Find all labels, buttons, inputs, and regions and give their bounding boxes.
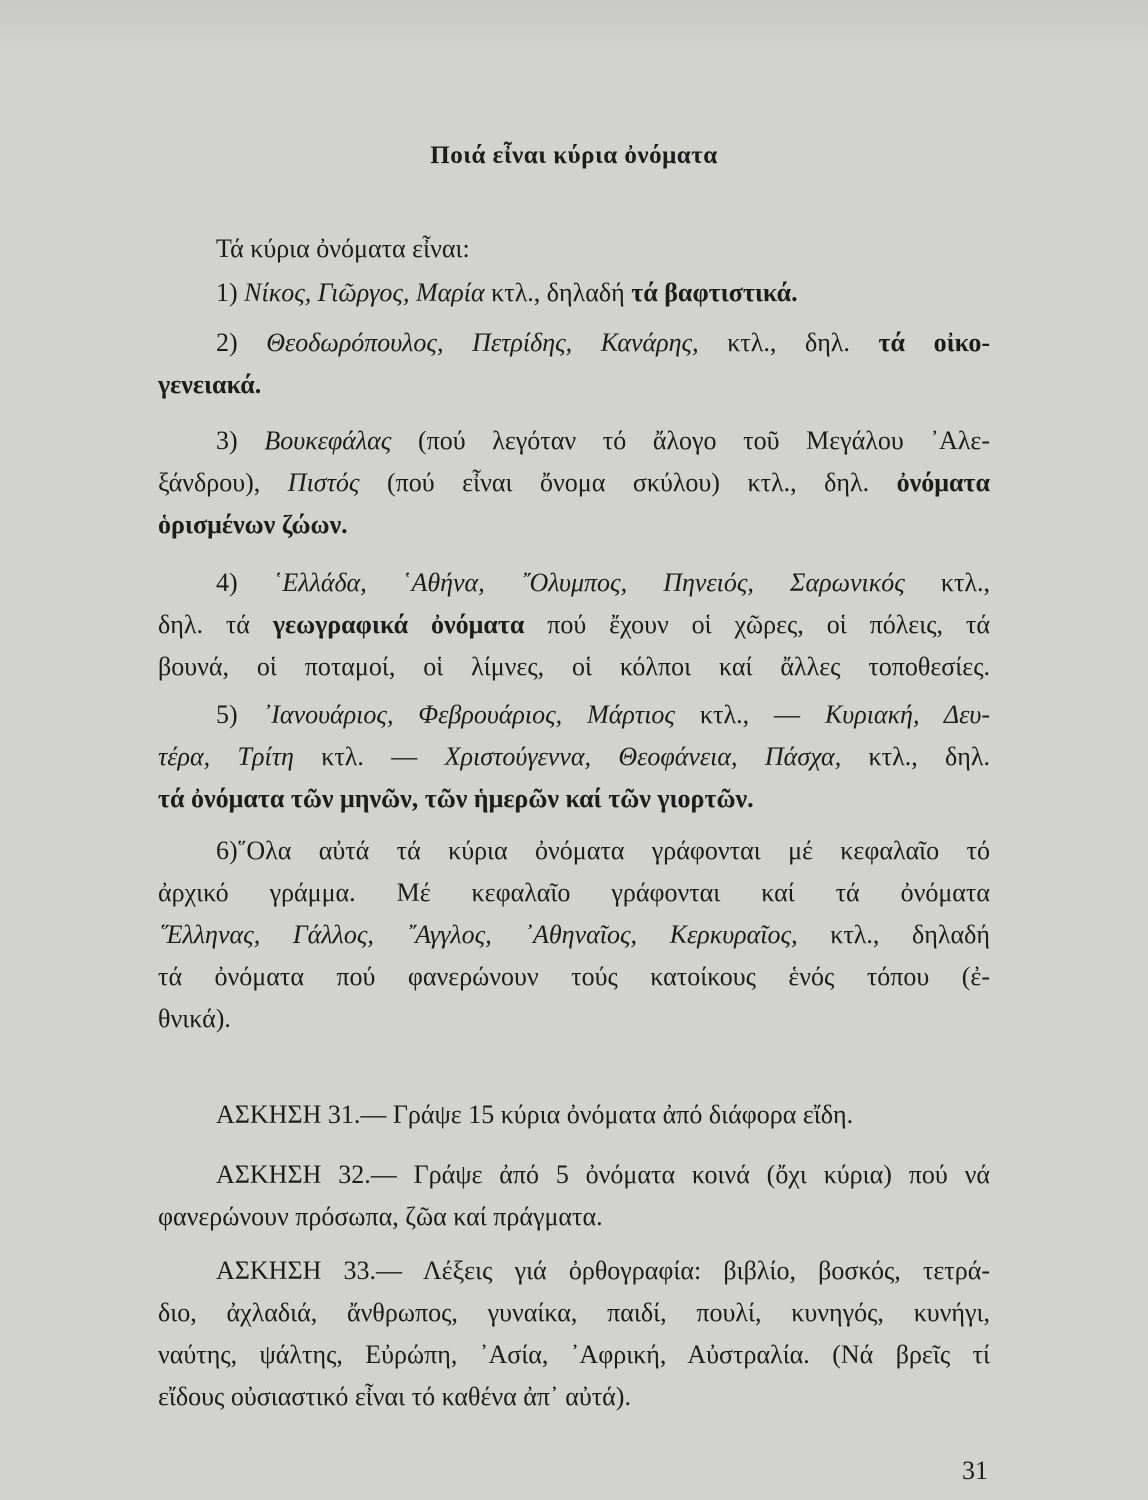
page-edge [0, 0, 1148, 58]
item-6-examples: ῞Ελληνας, Γάλλος, ῎Αγγλος, ᾿Αθηναῖος, Κερκυραῖος, [158, 920, 798, 949]
item-2-examples: Θεοδωρόπουλος, Πετρίδης, Κανάρης, [266, 328, 699, 357]
item-2-category: τά οἰκο- [878, 328, 990, 357]
item-3-example-1: Βουκεφάλας [264, 426, 392, 455]
intro-text: Τά κύρια ὀνόματα εἶναι: [216, 234, 470, 263]
item-5-category: τά ὀνόματα τῶν μηνῶν, τῶν ἡμερῶν καί τῶν γιορτῶν. [158, 784, 754, 813]
item-3-category: ὀνόματα [896, 468, 991, 497]
item-2: 2) Θεοδωρόπουλος, Πετρίδης, Κανάρης, κτλ., δηλ. τά οἰκο- γενειακά. [158, 328, 990, 399]
item-3: 3) Βουκεφάλας (πού λεγόταν τό ἄλογο τοῦ Μεγάλου ᾿Αλε- ξάνδρου), Πιστός (πού εἶναι ὄνομα σκύλου) κτλ., δηλ. ὀνόματα ὁρισμένων ζώων. [158, 426, 991, 539]
item-3-example-2: Πιστός [287, 468, 360, 497]
intro-paragraph [158, 228, 990, 270]
item-6-number: 6) [216, 836, 238, 865]
page-number: 31 [962, 1456, 988, 1485]
section-title: Ποιά εἶναι κύρια ὀνόματα [430, 142, 718, 169]
item-4-examples: ῾Ελλάδα, ῾Αθήνα, ῎Ολυμπος, Πηνειός, Σαρωνικός [273, 568, 905, 597]
item-6: 6)῞Ολα αὐτά τά κύρια ὀνόματα γράφονται μέ κεφαλαῖο τό ἀρχικό γράμμα. Μέ κεφαλαῖο γράφονται καί τά ὀνόματα ῞Ελληνας, Γάλλος, ῎Αγγλος, ᾿Αθηναῖος, Κερκυραῖος, κτλ., δηλαδή τά ὀνόματα πού φανερώνουν τούς κατοίκους ἑνός τόπου (ἐ- θνικά). [158, 836, 990, 1033]
item-1-category: τά βαφτιστικά. [631, 278, 798, 307]
item-4-category: γεωγραφικά ὀνόματα [272, 610, 525, 639]
item-1-examples: Νίκος, Γιῶργος, Μαρία [244, 278, 485, 307]
item-5-feasts: Χριστούγεννα, Θεοφάνεια, Πάσχα, [444, 742, 842, 771]
item-1: 1) Νίκος, Γιῶργος, Μαρία κτλ., δηλαδή τά βαφτιστικά. [216, 278, 798, 307]
item-2-number: 2) [216, 328, 238, 357]
exercise-32: ΑΣΚΗΣΗ 32.— Γράψε ἀπό 5 ὀνόματα κοινά (ὄχι κύρια) πού νά φανερώνουν πρόσωπα, ζῶα καί πράγματα. [158, 1160, 990, 1231]
item-3-number: 3) [216, 426, 238, 455]
exercise-31: ΑΣΚΗΣΗ 31.— Γράψε 15 κύρια ὀνόματα ἀπό διάφορα εἴδη. [216, 1100, 854, 1129]
item-4-number: 4) [216, 568, 238, 597]
item-1-number: 1) [216, 278, 238, 307]
item-5: 5) ᾿Ιανουάριος, Φεβρουάριος, Μάρτιος κτλ., — Κυριακή, Δευ- τέρα, Τρίτη κτλ. — Χριστούγεννα, Θεοφάνεια, Πάσχα, κτλ., δηλ. τά ὀνόματα τῶν μηνῶν, τῶν ἡμερῶν καί τῶν γιορτῶν. [158, 700, 991, 813]
item-5-number: 5) [216, 700, 238, 729]
item-5-months: ᾿Ιανουάριος, Φεβρουάριος, Μάρτιος [262, 700, 675, 729]
exercise-33: ΑΣΚΗΣΗ 33.— Λέξεις γιά ὀρθογραφία: βιβλίο, βοσκός, τετρά- διο, ἀχλαδιά, ἄνθρωπος, γυναίκα, παιδί, πουλί, κυνηγός, κυνήγι, ναύτης, ψάλτης, Εὐρώπη, ᾿Ασία, ᾿Αφρική, Αὐστραλία. (Νά βρεῖς τί εἴδους οὐσιαστικό εἶναι τό καθένα ἀπ᾿ αὐτά). [158, 1256, 990, 1411]
item-4: 4) ῾Ελλάδα, ῾Αθήνα, ῎Ολυμπος, Πηνειός, Σαρωνικός κτλ., δηλ. τά γεωγραφικά ὀνόματα πού ἔχουν οἱ χῶρες, οἱ πόλεις, τά βουνά, οἱ ποταμοί, οἱ λίμνες, οἱ κόλποι καί ἄλλες τοποθεσίες. [158, 568, 990, 681]
item-5-days: Κυριακή, Δευ- [824, 700, 990, 729]
